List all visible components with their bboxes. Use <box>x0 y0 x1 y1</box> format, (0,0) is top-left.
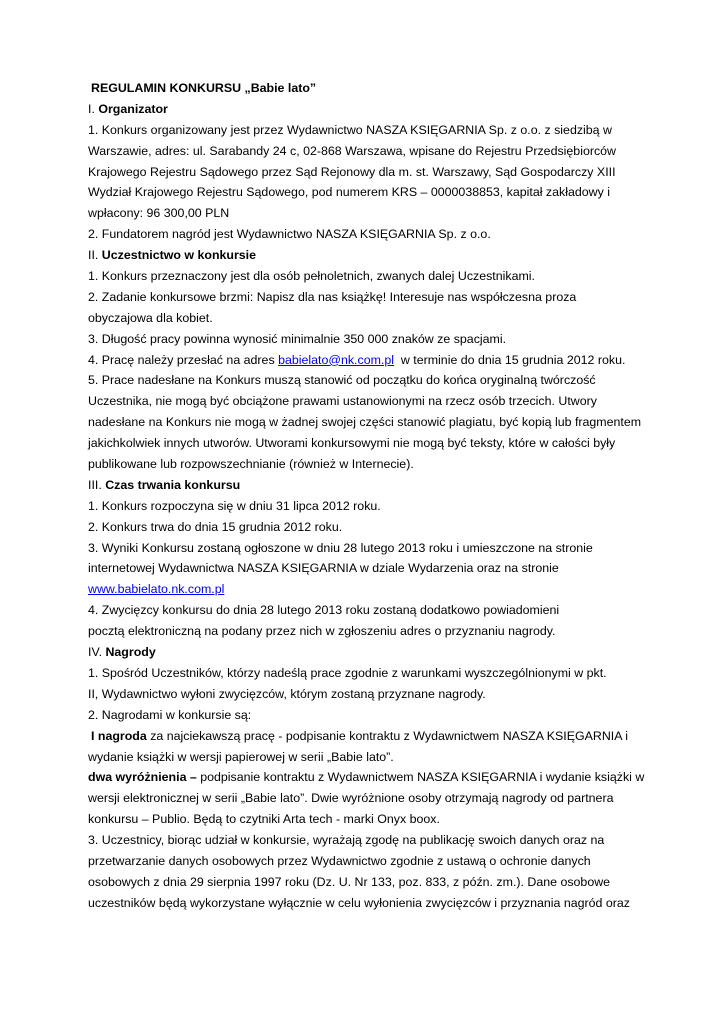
section-heading-czas-trwania <box>88 475 648 496</box>
section-number: IV. <box>88 645 106 660</box>
paragraph-line: konkursu – Publio. Będą to czytniki Arta tech - marki Onyx boox. <box>88 812 440 827</box>
prize-label: dwa wyróżnienia – <box>88 770 197 785</box>
section-title: Organizator <box>98 101 168 116</box>
paragraph-line: 3. Długość pracy powinna wynosić minimalnie 350 000 znaków ze spacjami. <box>88 331 507 346</box>
paragraph-line: Warszawie, adres: ul. Sarabandy 24 c, 02-868 Warszawa, wpisane do Rejestru Przedsiębiorców <box>88 143 616 158</box>
paragraph-line: obyczajowa dla kobiet. <box>88 310 213 325</box>
text-fragment: za najciekawszą pracę - podpisanie kontraktu z Wydawnictwem NASZA KSIĘGARNIA i <box>146 728 629 743</box>
paragraph-line: internetowej Wydawnictwa NASZA KSIĘGARNIA w dziale Wydarzenia oraz na stronie <box>88 561 559 576</box>
section-title: Uczestnictwo w konkursie <box>101 248 257 263</box>
text-fragment: w terminie do dnia 15 grudnia 2012 roku. <box>394 352 626 367</box>
paragraph-line-link <box>88 579 648 600</box>
paragraph-line: 5. Prace nadesłane na Konkurs muszą stanowić od początku do końca oryginalną twórczość <box>88 373 596 388</box>
document-title: REGULAMIN KONKURSU „Babie lato” <box>91 81 317 95</box>
text-fragment: podpisanie kontraktu z Wydawnictwem NASZA KSIĘGARNIA i wydanie książki w <box>196 770 645 785</box>
email-link[interactable]: babielato@nk.com.pl <box>278 352 394 367</box>
paragraph-line: nadesłane na Konkurs nie mogą w żadnej swojej części stanowić plagiatu, być kopią lub fragmentem <box>88 415 642 430</box>
section-heading-organizator <box>88 99 648 120</box>
paragraph-line: wpłacony: 96 300,00 PLN <box>88 206 230 221</box>
paragraph-line: 2. Konkurs trwa do dnia 15 grudnia 2012 roku. <box>88 519 343 534</box>
website-link[interactable]: www.babielato.nk.com.pl <box>88 582 225 597</box>
section-heading-uczestnictwo <box>88 245 648 266</box>
paragraph-line: 2. Zadanie konkursowe brzmi: Napisz dla nas książkę! Interesuje nas współczesna proza <box>88 289 577 304</box>
paragraph-line: wydanie książki w wersji papierowej w serii „Babie lato”. <box>88 749 394 764</box>
section-number: I. <box>88 101 99 116</box>
paragraph-line: 2. Nagrodami w konkursie są: <box>88 707 252 722</box>
paragraph-line: publikowane lub rozpowszechnianie (również w Internecie). <box>88 457 414 472</box>
paragraph-line: 2. Fundatorem nagród jest Wydawnictwo NASZA KSIĘGARNIA Sp. z o.o. <box>88 227 491 242</box>
paragraph-line: 3. Wyniki Konkursu zostaną ogłoszone w dniu 28 lutego 2013 roku i umieszczone na stronie <box>88 540 593 555</box>
section-title: Nagrody <box>105 645 156 660</box>
document-page <box>88 78 648 914</box>
paragraph-line: pocztą elektroniczną na podany przez nich w zgłoszeniu adres o przyznaniu nagrody. <box>88 624 556 639</box>
paragraph-line: osobowych z dnia 29 sierpnia 1997 roku (Dz. U. Nr 133, poz. 833, z późn. zm.). Dane osobowe <box>88 874 611 889</box>
paragraph-line: uczestników będą wykorzystane wyłącznie w celu wyłonienia zwycięzców i przyznania nagród oraz <box>88 895 630 910</box>
paragraph-line: 1. Konkurs przeznaczony jest dla osób pełnoletnich, zwanych dalej Uczestnikami. <box>88 269 535 284</box>
paragraph-line: Uczestnika, nie mogą być obciążone prawami ustanowionymi na rzecz osób trzecich. Utwory <box>88 394 597 409</box>
paragraph-line: 1. Spośród Uczestników, którzy nadeślą prace zgodnie z warunkami wyszczególnionymi w pkt. <box>88 665 607 680</box>
paragraph-line: jakichkolwiek innych utworów. Utworami konkursowymi nie mogą być teksty, które w całości były <box>88 436 616 451</box>
paragraph-line: 1. Konkurs rozpoczyna się w dniu 31 lipca 2012 roku. <box>88 498 381 513</box>
prize-second-line <box>88 767 648 788</box>
text-fragment: 4. Pracę należy przesłać na adres <box>88 352 279 367</box>
section-number: II. <box>88 248 102 263</box>
paragraph-line: II, Wydawnictwo wyłoni zwycięzców, którym zostaną przyznane nagrody. <box>88 686 486 701</box>
paragraph-line-email <box>88 350 648 371</box>
paragraph-line: przetwarzanie danych osobowych przez Wydawnictwo zgodnie z ustawą o ochronie danych <box>88 853 591 868</box>
prize-first-line <box>88 726 648 747</box>
section-heading-nagrody <box>88 642 648 663</box>
section-number: III. <box>88 477 106 492</box>
prize-label: I nagroda <box>91 728 147 743</box>
paragraph-line: 4. Zwycięzcy konkursu do dnia 28 lutego 2013 roku zostaną dodatkowo powiadomieni <box>88 603 560 618</box>
paragraph-line: 3. Uczestnicy, biorąc udział w konkursie, wyrażają zgodę na publikację swoich danych oraz na <box>88 833 605 848</box>
paragraph-line: wersji elektronicznej w serii „Babie lato”. Dwie wyróżnione osoby otrzymają nagrody od partnera <box>88 791 614 806</box>
section-title: Czas trwania konkursu <box>105 477 241 492</box>
paragraph-line: 1. Konkurs organizowany jest przez Wydawnictwo NASZA KSIĘGARNIA Sp. z o.o. z siedzibą w <box>88 122 612 137</box>
paragraph-line: Krajowego Rejestru Sądowego przez Sąd Rejonowy dla m. st. Warszawy, Sąd Gospodarczy XIII <box>88 164 616 179</box>
paragraph-line: Wydział Krajowego Rejestru Sądowego, pod numerem KRS – 0000038853, kapitał zakładowy i <box>88 185 610 200</box>
